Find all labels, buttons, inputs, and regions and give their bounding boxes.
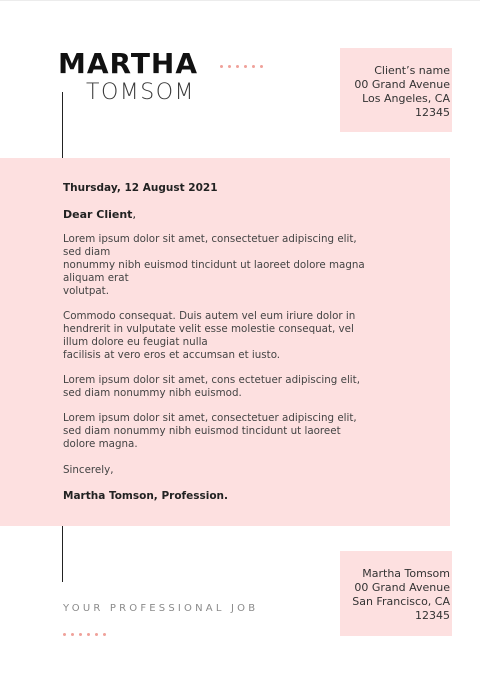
recipient-address-box <box>340 48 452 132</box>
sender-address-box <box>340 551 452 636</box>
decorative-dots-bottom <box>63 633 106 636</box>
letter-closing: Sincerely, <box>63 464 114 476</box>
header-last-name: TOMSOM <box>86 80 195 105</box>
recipient-name: Client’s name <box>374 64 450 77</box>
vertical-rule-top <box>62 92 63 158</box>
sender-city: San Francisco, CA <box>352 595 450 608</box>
vertical-rule-bottom <box>62 526 63 582</box>
header-first-name: MARTHA <box>58 47 199 80</box>
letter-paragraph-3: Lorem ipsum dolor sit amet, cons ectetuer adipiscing elit, sed diam nonummy nibh euismod. <box>63 374 360 399</box>
footer-job-title: YOUR PROFESSIONAL JOB <box>63 603 259 614</box>
letter-signature: Martha Tomson, Profession. <box>63 490 229 502</box>
letter-paragraph-2: Commodo consequat. Duis autem vel eum iriure dolor in hendrerit in vulputate velit esse molestie consequat, vel illum dolore eu feugiat nulla facilisis at vero eros et accumsan et iusto. <box>63 310 356 361</box>
recipient-city: Los Angeles, CA <box>362 92 450 105</box>
letter-paragraph-1: Lorem ipsum dolor sit amet, consectetuer adipiscing elit, sed diam nonummy nibh euismod tincidunt ut laoreet dolore magna aliquam erat volutpat. <box>63 233 365 297</box>
letter-date: Thursday, 12 August 2021 <box>63 182 218 194</box>
sender-zip: 12345 <box>415 609 450 622</box>
letter-body <box>63 182 393 503</box>
sender-name: Martha Tomsom <box>362 567 450 580</box>
letter-paragraph-4: Lorem ipsum dolor sit amet, consectetuer adipiscing elit, sed diam nonummy nibh euismod tincidunt ut laoreet dolore magna. <box>63 412 357 450</box>
recipient-street: 00 Grand Avenue <box>354 78 450 91</box>
letter-salutation <box>63 208 393 221</box>
top-divider <box>0 0 480 1</box>
sender-street: 00 Grand Avenue <box>354 581 450 594</box>
salutation-text: Dear Client <box>63 208 133 221</box>
salutation-comma: , <box>132 208 136 221</box>
decorative-dots-top <box>220 65 263 68</box>
recipient-zip: 12345 <box>415 106 450 119</box>
